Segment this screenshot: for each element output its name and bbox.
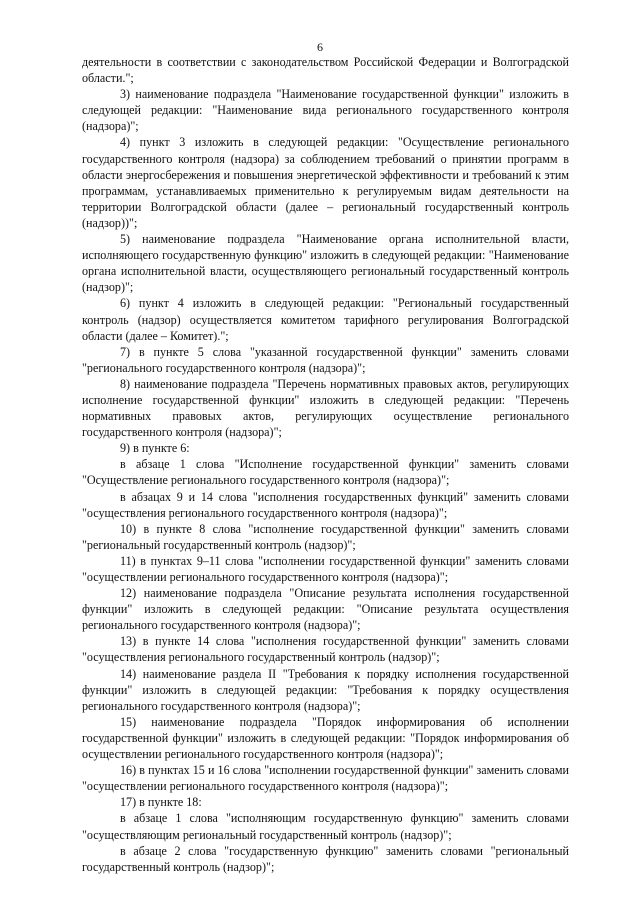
paragraph: 15) наименование подраздела "Порядок информирования об исполнении государственной функции" изложить в следующей редакции: "Порядок информирования об осуществлении регионального государственного контроля (надзора)"; bbox=[82, 714, 569, 762]
page-number: 6 bbox=[317, 40, 323, 54]
paragraph: 17) в пункте 18: bbox=[120, 795, 202, 810]
paragraph: 6) пункт 4 изложить в следующей редакции: "Региональный государственный контроль (надзор) осуществляется комитетом тарифного регулирования Волгоградской области (далее – Комитет)."; bbox=[82, 296, 569, 343]
paragraph: 4) пункт 3 изложить в следующей редакции: "Осуществление регионального государственного контроля (надзора) за соблюдением требований о принятии программ в области энергосбережения и повышения энергетической эффективности и требований к этим программам, устанавливаемых применительно к регулируемым видам деятельности на территории Волгоградской области (далее – региональный государственный контроль (надзор))"; bbox=[82, 135, 569, 230]
paragraph: 5) наименование подраздела "Наименование органа исполнительной власти, исполняющего государственную функцию" изложить в следующей редакции: "Наименование органа исполнительной власти, осуществляющего региональный государственный контроль (надзор)"; bbox=[82, 232, 569, 295]
document-body bbox=[82, 54, 569, 875]
paragraph: деятельности в соответствии с законодательством Российской Федерации и Волгоградской области."; bbox=[82, 55, 569, 86]
paragraph: в абзаце 2 слова "государственную функцию" заменить словами "региональный государственный контроль (надзор)"; bbox=[82, 843, 569, 874]
paragraph: 13) в пункте 14 слова "исполнения государственной функции" заменить словами "осуществления регионального государственный контроль (надзор)"; bbox=[82, 634, 569, 665]
paragraph: 11) в пунктах 9–11 слова "исполнении государственной функции" заменить словами "осуществлении регионального государственного контроля (надзора)"; bbox=[82, 553, 569, 584]
paragraph: 12) наименование подраздела "Описание результата исполнения государственной функции" изложить в следующей редакции: "Описание результата осуществления регионального государственного контроля (надзора)"; bbox=[82, 586, 569, 633]
paragraph: 8) наименование подраздела "Перечень нормативных правовых актов, регулирующих исполнение государственной функции" изложить в следующей редакции: "Перечень нормативных правовых актов, регулирующих осуществление регионального государственного контроля (надзора)"; bbox=[82, 376, 569, 440]
paragraph: 16) в пунктах 15 и 16 слова "исполнении государственной функции" заменить словами "осуществлении регионального государственного контроля (надзора)"; bbox=[82, 763, 569, 794]
paragraph: в абзаце 1 слова "исполняющим государственную функцию" заменить словами "осуществляющим региональный государственный контроль (надзор)"; bbox=[82, 811, 569, 842]
paragraph: в абзаце 1 слова "Исполнение государственной функции" заменить словами "Осуществление регионального государственного контроля (надзора)"; bbox=[82, 457, 569, 488]
paragraph: в абзацах 9 и 14 слова "исполнения государственных функций" заменить словами "осуществления регионального государственного контроля (надзора)"; bbox=[82, 489, 569, 520]
paragraph: 10) в пункте 8 слова "исполнение государственной функции" заменить словами "региональный государственный контроль (надзор)"; bbox=[82, 521, 569, 552]
paragraph: 3) наименование подраздела "Наименование государственной функции" изложить в следующей редакции: "Наименование вида регионального государственного контроля (надзора)"; bbox=[82, 87, 569, 134]
paragraph: 9) в пункте 6: bbox=[120, 441, 190, 456]
paragraph: 7) в пункте 5 слова "указанной государственной функции" заменить словами "регионального государственного контроля (надзора)"; bbox=[82, 344, 569, 375]
paragraph: 14) наименование раздела II "Требования к порядку исполнения государственной функции" изложить в следующей редакции: "Требования к порядку осуществления регионального государственного контроля (надзора)"; bbox=[82, 666, 569, 713]
